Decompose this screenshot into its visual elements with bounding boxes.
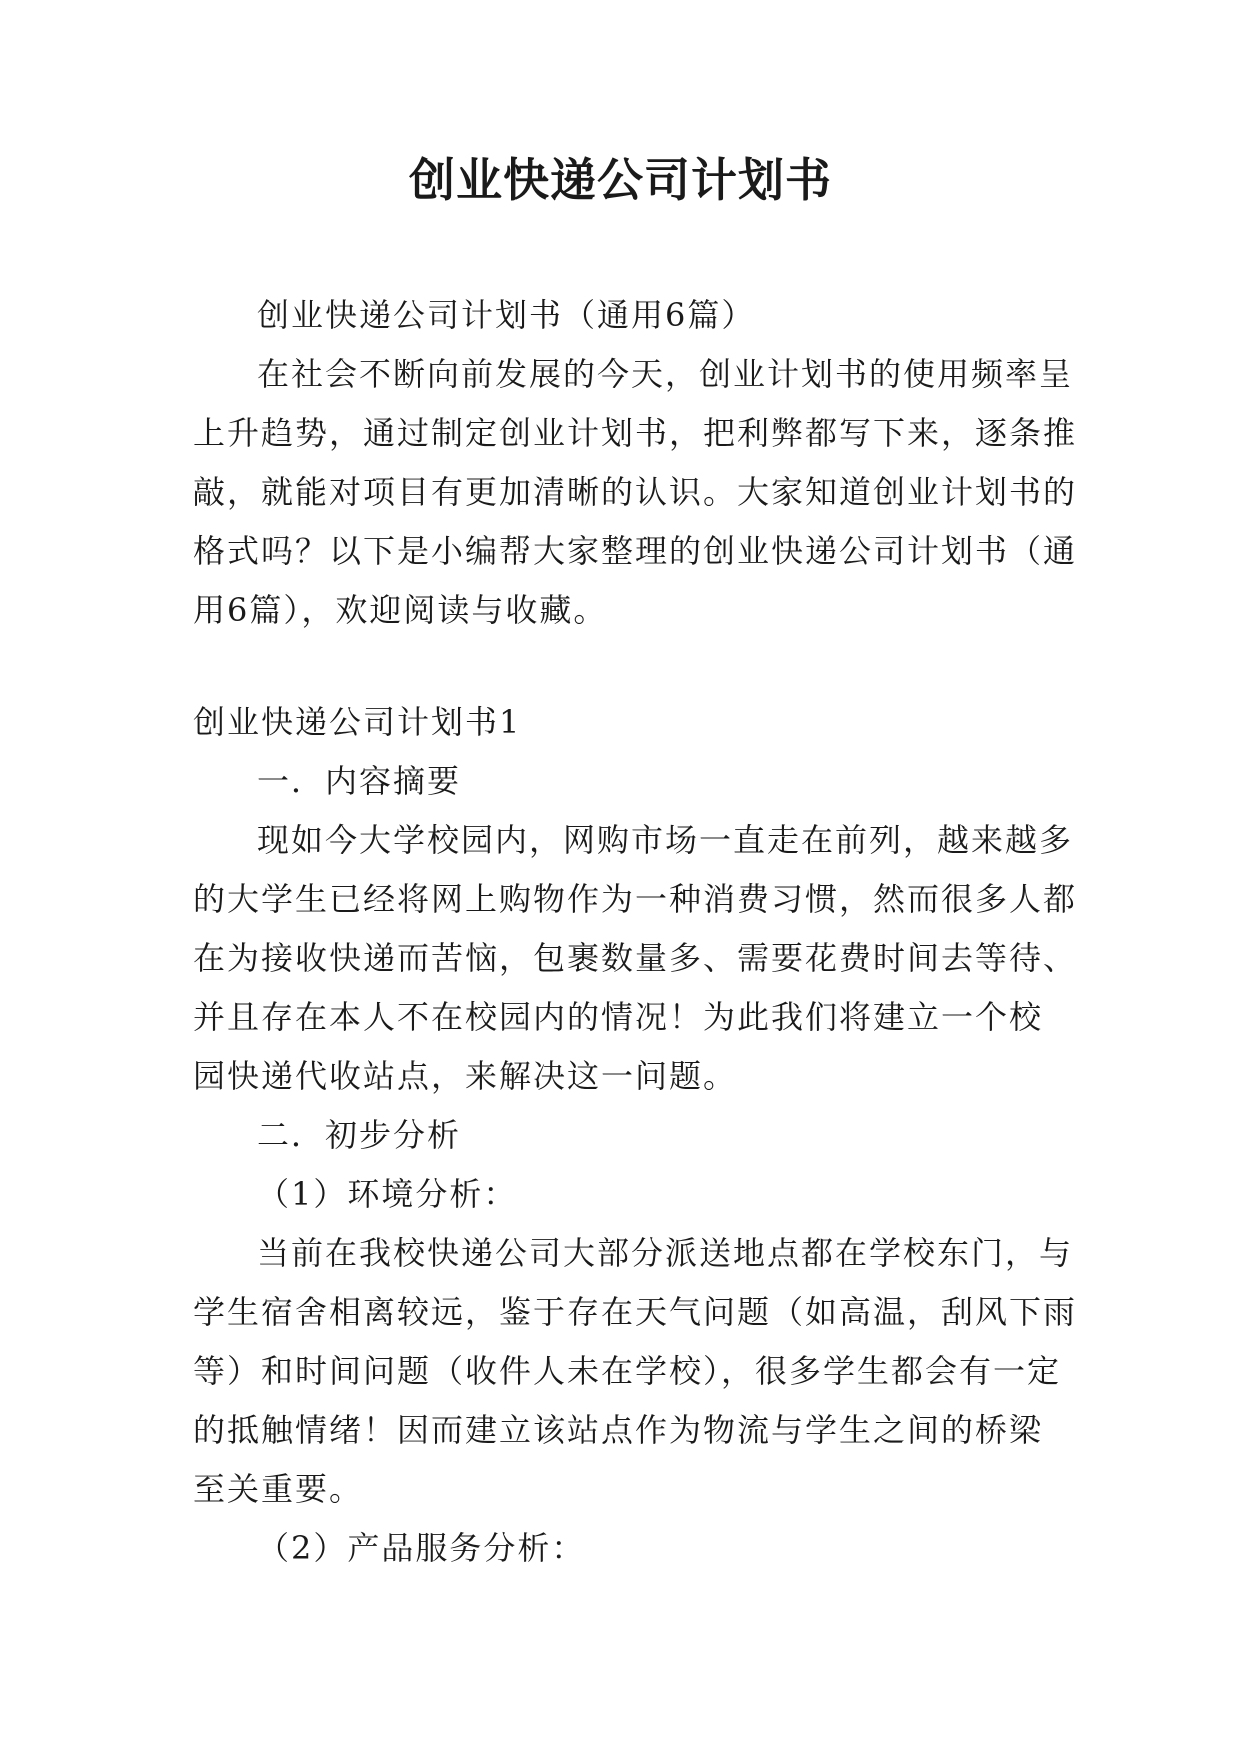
subsection-heading: 一．内容摘要 [257, 762, 462, 800]
summary-paragraph-line: 并且存在本人不在校园内的情况！为此我们将建立一个校 [193, 998, 1044, 1036]
analysis-paragraph-line: 学生宿舍相离较远，鉴于存在天气问题（如高温，刮风下雨 [193, 1293, 1078, 1331]
item-heading: （2）产品服务分析： [257, 1529, 586, 1567]
intro-paragraph-line: 在社会不断向前发展的今天，创业计划书的使用频率呈 [257, 355, 1074, 393]
intro-paragraph-line: 上升趋势，通过制定创业计划书，把利弊都写下来，逐条推 [193, 414, 1078, 452]
summary-paragraph-line: 园快递代收站点，来解决这一问题。 [193, 1057, 738, 1095]
summary-paragraph-line: 现如今大学校园内，网购市场一直走在前列，越来越多 [257, 821, 1074, 859]
summary-paragraph-line: 在为接收快递而苦恼，包裹数量多、需要花费时间去等待、 [193, 939, 1078, 977]
intro-paragraph-line: 格式吗？以下是小编帮大家整理的创业快递公司计划书（通 [193, 532, 1078, 570]
document-body [193, 286, 1078, 1578]
intro-paragraph-line: 敲，就能对项目有更加清晰的认识。大家知道创业计划书的 [193, 473, 1078, 511]
analysis-paragraph-line: 至关重要。 [193, 1470, 364, 1508]
analysis-paragraph-line: 等）和时间问题（收件人未在学校），很多学生都会有一定 [193, 1352, 1062, 1390]
analysis-paragraph-line: 的抵触情绪！因而建立该站点作为物流与学生之间的桥梁 [193, 1411, 1044, 1449]
item-heading: （1）环境分析： [257, 1175, 518, 1213]
summary-paragraph-line: 的大学生已经将网上购物作为一种消费习惯，然而很多人都 [193, 880, 1078, 918]
section-heading: 创业快递公司计划书1 [193, 703, 522, 741]
subtitle-line: 创业快递公司计划书（通用6篇） [257, 296, 756, 334]
section-gap [193, 640, 1049, 693]
document-title: 创业快递公司计划书 [409, 153, 832, 207]
intro-paragraph-line: 用6篇），欢迎阅读与收藏。 [193, 591, 608, 629]
analysis-paragraph-line: 当前在我校快递公司大部分派送地点都在学校东门，与 [257, 1234, 1074, 1272]
subsection-heading: 二．初步分析 [257, 1116, 462, 1154]
